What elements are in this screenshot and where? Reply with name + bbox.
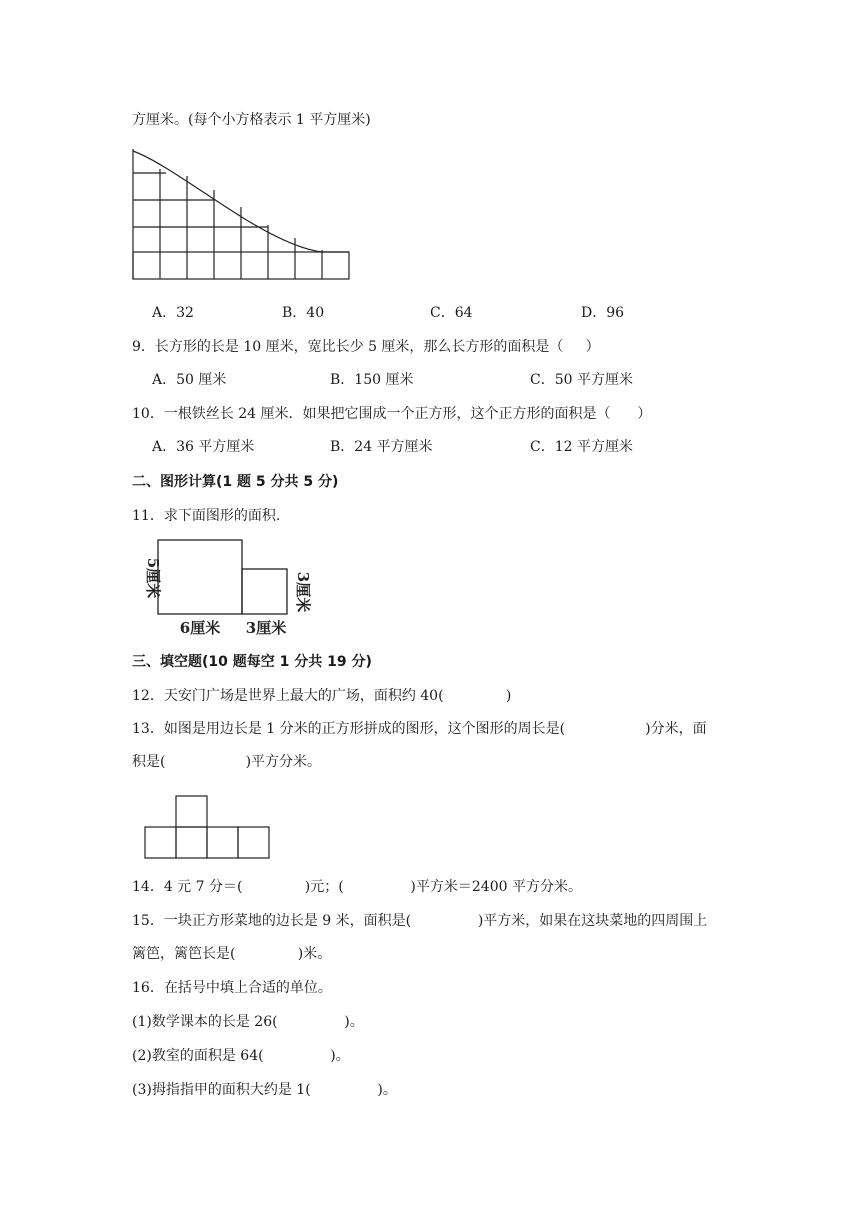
q8-option-b: B．40 — [282, 305, 325, 321]
section-3-title: 三、填空题(10 题每空 1 分共 19 分) — [132, 654, 372, 670]
q11-right-width-label: 3厘米 — [245, 619, 287, 637]
q8-option-a: A．32 — [152, 305, 194, 321]
q11-large-rect — [158, 540, 242, 614]
q12-stem: 12．天安门广场是世界上最大的广场，面积约 40( ) — [132, 688, 512, 704]
q9-option-c: C．50 平方厘米 — [530, 372, 633, 388]
q13-line2: 积是( )平方分米。 — [132, 754, 322, 770]
q14-stem: 14．4 元 7 分＝( )元；( )平方米＝2400 平方分米。 — [132, 879, 582, 895]
q11-right-height-label: 3厘米 — [294, 571, 312, 613]
q16-item-2: (2)教室的面积是 64( )。 — [132, 1048, 350, 1064]
q15-line1: 15．一块正方形菜地的边长是 9 米，面积是( )平方米，如果在这块菜地的四周围上 — [132, 913, 708, 929]
q11-left-width-label: 6厘米 — [179, 619, 221, 637]
q13-line1: 13．如图是用边长是 1 分米的正方形拼成的图形，这个图形的周长是( )分米，面 — [132, 721, 707, 737]
q16-item-3: (3)拇指指甲的面积大约是 1( )。 — [132, 1082, 397, 1098]
q10-option-c: C．12 平方厘米 — [530, 439, 633, 455]
q13-figure — [144, 794, 270, 860]
q10-stem: 10．一根铁丝长 24 厘米．如果把它围成一个正方形，这个正方形的面积是（ ） — [132, 406, 652, 422]
q15-line2: 篱笆，篱笆长是( )米。 — [132, 946, 332, 962]
q16-item-1: (1)数学课本的长是 26( )。 — [132, 1014, 364, 1030]
q11-figure — [128, 536, 318, 640]
q11-left-height-label: 5厘米 — [144, 557, 162, 599]
q8-grid-figure — [130, 146, 354, 282]
q8-option-d: D．96 — [581, 305, 625, 321]
q9-stem: 9．长方形的长是 10 厘米，宽比长少 5 厘米，那么长方形的面积是（ ） — [132, 339, 600, 355]
q10-option-b: B．24 平方厘米 — [330, 439, 433, 455]
q8-stem-tail: 方厘米。(每个小方格表示 1 平方厘米) — [132, 112, 371, 128]
q9-option-a: A．50 厘米 — [152, 372, 227, 388]
q11-small-rect — [242, 569, 287, 614]
q11-stem: 11．求下面图形的面积. — [132, 508, 281, 524]
q10-option-a: A．36 平方厘米 — [152, 439, 255, 455]
section-2-title: 二、图形计算(1 题 5 分共 5 分) — [132, 474, 339, 490]
q8-option-c: C．64 — [430, 305, 473, 321]
q9-option-b: B．150 厘米 — [330, 372, 414, 388]
q16-stem: 16．在括号中填上合适的单位。 — [132, 980, 332, 996]
